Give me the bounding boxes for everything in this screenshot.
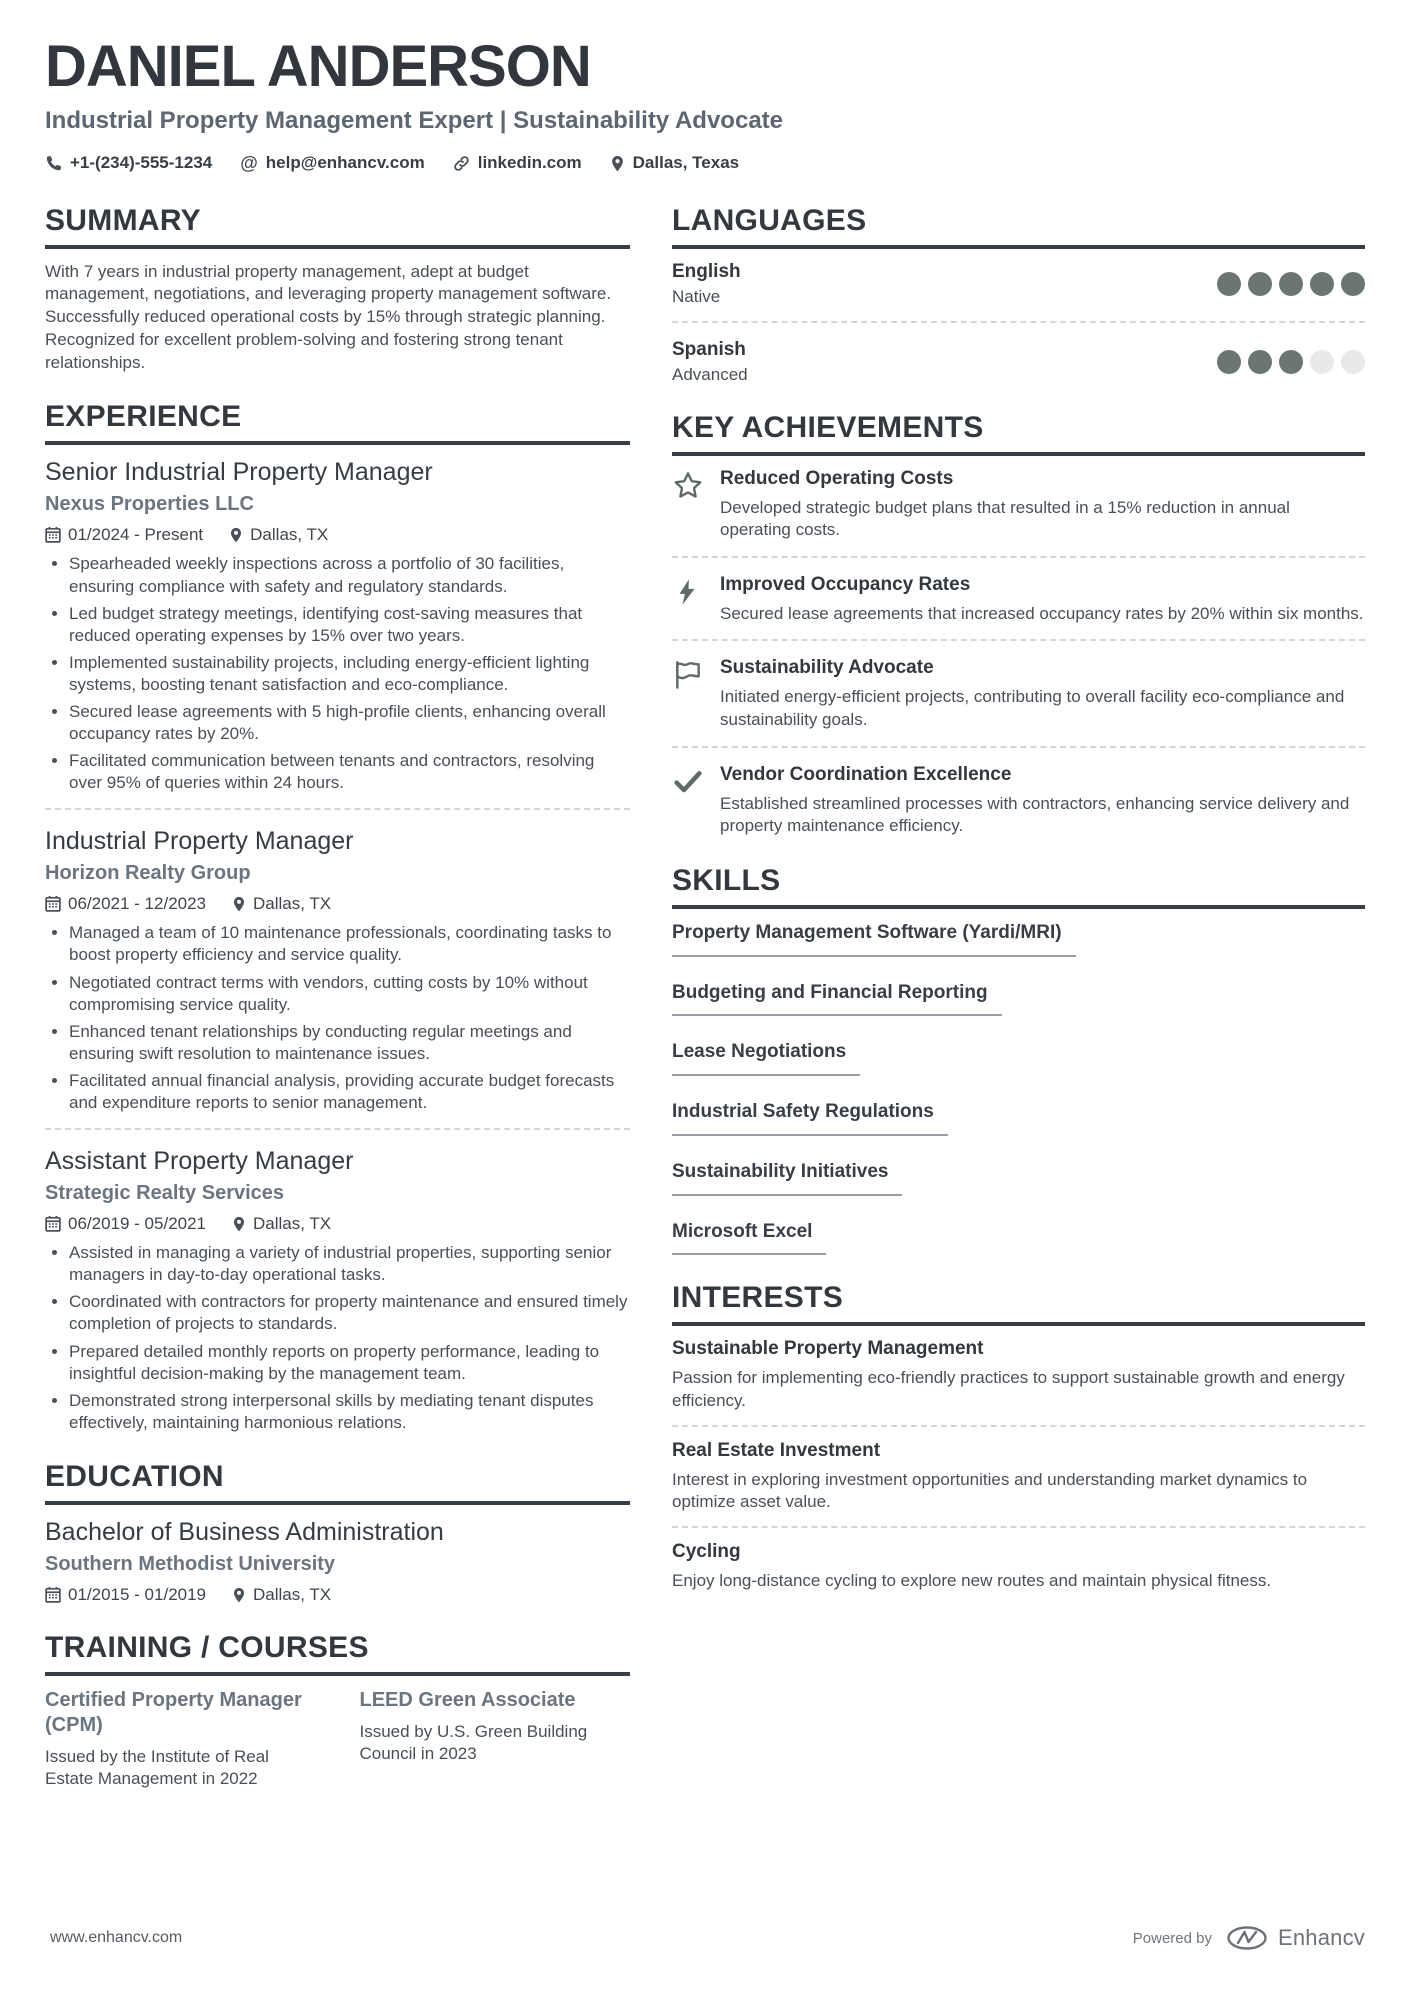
calendar-icon: [45, 1587, 61, 1603]
job-location-text: Dallas, TX: [253, 894, 332, 914]
languages-section: [672, 204, 1365, 385]
divider: [672, 1425, 1365, 1427]
interest-desc: Passion for implementing eco-friendly practices to support sustainable growth and energy efficiency.: [672, 1368, 1345, 1410]
divider: [672, 639, 1365, 641]
left-column: [45, 190, 630, 1791]
header: [45, 36, 1365, 174]
job-entry: [45, 826, 630, 1114]
language-name: Spanish: [672, 338, 746, 360]
school-name: Southern Methodist University: [45, 1552, 336, 1575]
job-dates-text: 06/2021 - 12/2023: [68, 894, 207, 914]
skills-heading: SKILLS: [672, 864, 1365, 909]
language-name: English: [672, 260, 741, 282]
linkedin-url: linkedin.com: [477, 153, 582, 173]
rating-dot-empty: [1341, 350, 1365, 374]
skill-item: Industrial Safety Regulations: [672, 1100, 948, 1136]
bullet: • Assisted in managing a variety of industrial properties, supporting senior managers in day-to-day operational tasks.: [69, 1242, 630, 1286]
experience-heading: EXPERIENCE: [45, 400, 630, 445]
email-address: help@enhancv.com: [265, 153, 425, 173]
location-text: Dallas, Texas: [632, 153, 740, 173]
job-bullets: [45, 553, 630, 794]
bullet: • Negotiated contract terms with vendors, cutting costs by 10% without compromising service quality.: [69, 972, 630, 1016]
divider: [672, 556, 1365, 558]
skills-section: [672, 864, 1365, 1256]
skill-item: Budgeting and Financial Reporting: [672, 981, 1002, 1017]
rating-dot-filled: [1279, 350, 1303, 374]
footer-branding: [1133, 1925, 1365, 1951]
at-icon: @: [240, 152, 258, 173]
achievement-item: [672, 574, 1365, 626]
course-title: Certified Property Manager (CPM): [45, 1688, 302, 1736]
check-icon: [672, 766, 704, 798]
education-dates-text: 01/2015 - 01/2019: [68, 1584, 207, 1604]
skill-item: Lease Negotiations: [672, 1040, 860, 1076]
achievement-desc: Developed strategic budget plans that resulted in a 15% reduction in annual operating costs.: [720, 497, 1290, 540]
job-dates-text: 06/2019 - 05/2021: [68, 1214, 207, 1234]
achievement-item: [672, 468, 1365, 542]
bullet: • Spearheaded weekly inspections across a portfolio of 30 facilities, ensuring compliance with safety and regulatory standards.: [69, 553, 630, 597]
bullet: • Prepared detailed monthly reports on property performance, leading to insightful decision-making by the management team.: [69, 1341, 630, 1385]
bullet: • Secured lease agreements with 5 high-profile clients, enhancing overall occupancy rates by 20%.: [69, 701, 630, 745]
interest-title: Real Estate Investment: [672, 1439, 881, 1461]
summary-section: [45, 204, 630, 375]
interests-section: [672, 1281, 1365, 1592]
phone-icon: [45, 155, 62, 172]
person-name: DANIEL ANDERSON: [45, 34, 591, 99]
training-heading: TRAINING / COURSES: [45, 1631, 630, 1676]
language-level: Advanced: [672, 364, 748, 384]
contact-linkedin[interactable]: [453, 153, 582, 173]
rating-dot-filled: [1248, 350, 1272, 374]
job-location: [229, 525, 328, 545]
interest-title: Sustainable Property Management: [672, 1338, 984, 1360]
job-meta: [45, 525, 630, 545]
bullet: • Coordinated with contractors for property maintenance and ensured timely completion of projects to standards.: [69, 1291, 630, 1335]
contact-email[interactable]: [240, 153, 424, 174]
job-entry: [45, 1146, 630, 1434]
footer-site-link[interactable]: www.enhancv.com: [50, 1929, 183, 1946]
divider: [45, 1128, 630, 1130]
job-title: Senior Industrial Property Manager: [45, 458, 433, 487]
job-meta: [45, 894, 630, 914]
contact-row: [45, 153, 1365, 174]
education-location: [232, 1585, 331, 1605]
location-icon: [610, 155, 625, 172]
calendar-icon: [45, 527, 61, 543]
rating-dot-filled: [1310, 272, 1334, 296]
course-title: LEED Green Associate: [359, 1688, 576, 1711]
bullet: • Managed a team of 10 maintenance professionals, coordinating tasks to boost property efficiency and service quality.: [69, 922, 630, 966]
skill-item: Sustainability Initiatives: [672, 1160, 902, 1196]
contact-phone: [45, 153, 212, 173]
flag-icon: [672, 659, 704, 691]
job-location-text: Dallas, TX: [253, 1214, 332, 1234]
achievement-desc: Initiated energy-efficient projects, contributing to overall facility eco-compliance and sustainability goals.: [720, 687, 1345, 730]
location-icon: [229, 527, 243, 543]
achievement-title: Improved Occupancy Rates: [720, 573, 971, 595]
bullet: • Facilitated communication between tenants and contractors, resolving over 95% of queries within 24 hours.: [69, 750, 630, 794]
achievements-heading: KEY ACHIEVEMENTS: [672, 411, 1365, 456]
language-item: [672, 339, 1365, 385]
rating-dot-empty: [1310, 350, 1334, 374]
bullet: • Led budget strategy meetings, identifying cost-saving measures that reduced operating expenses by 15% over two years.: [69, 603, 630, 647]
language-rating-dots: [1217, 272, 1365, 296]
rating-dot-filled: [1217, 350, 1241, 374]
job-bullets: [45, 922, 630, 1114]
summary-text: With 7 years in industrial property management, adept at budget management, negotiations, and leveraging property management software. Successfully reduced operational costs by 15% through strategic planning. Recognized for excellent problem-solving and fostering strong tenant relationships.: [45, 261, 612, 372]
link-icon: [453, 155, 470, 172]
achievement-desc: Established streamlined processes with contractors, enhancing service delivery and property maintenance efficiency.: [720, 793, 1350, 836]
location-icon: [232, 1587, 246, 1603]
job-entry: [45, 457, 630, 794]
summary-heading: SUMMARY: [45, 204, 630, 249]
achievement-item: [672, 657, 1365, 731]
rating-dot-filled: [1248, 272, 1272, 296]
achievement-desc: Secured lease agreements that increased occupancy rates by 20% within six months.: [720, 603, 1364, 623]
right-column: [672, 190, 1365, 1791]
course-desc: Issued by U.S. Green Building Council in 2023: [359, 1721, 588, 1764]
course-entry: [45, 1688, 316, 1791]
calendar-icon: [45, 1216, 61, 1232]
interest-desc: Interest in exploring investment opportunities and understanding market dynamics to optimize asset value.: [672, 1469, 1308, 1512]
interest-item: [672, 1440, 1365, 1528]
location-icon: [232, 1216, 246, 1232]
job-company: Nexus Properties LLC: [45, 493, 254, 516]
job-title: Industrial Property Manager: [45, 827, 354, 856]
degree-title: Bachelor of Business Administration: [45, 1517, 444, 1546]
calendar-icon: [45, 896, 61, 912]
languages-heading: LANGUAGES: [672, 204, 1365, 249]
interest-item: [672, 1541, 1365, 1593]
lightning-icon: [672, 576, 702, 608]
education-entry: [45, 1517, 630, 1605]
rating-dot-filled: [1341, 272, 1365, 296]
divider: [672, 321, 1365, 323]
education-heading: EDUCATION: [45, 1460, 630, 1505]
achievement-title: Reduced Operating Costs: [720, 467, 954, 489]
language-level: Native: [672, 286, 721, 306]
rating-dot-filled: [1217, 272, 1241, 296]
achievements-section: [672, 411, 1365, 838]
interest-item: [672, 1338, 1365, 1426]
job-company: Strategic Realty Services: [45, 1182, 285, 1205]
language-rating-dots: [1217, 350, 1365, 374]
course-desc: Issued by the Institute of Real Estate Management in 2022: [45, 1746, 269, 1789]
powered-by-label: Powered by: [1132, 1929, 1212, 1947]
divider: [672, 1526, 1365, 1528]
job-meta: [45, 1214, 630, 1234]
skill-item: Microsoft Excel: [672, 1220, 826, 1256]
bullet: • Facilitated annual financial analysis, providing accurate budget forecasts and expenditure reports to senior management.: [69, 1070, 630, 1114]
interests-heading: INTERESTS: [672, 1281, 1365, 1326]
interest-title: Cycling: [672, 1540, 741, 1562]
achievement-title: Sustainability Advocate: [720, 657, 934, 679]
headline: Industrial Property Management Expert | Sustainability Advocate: [45, 106, 783, 134]
divider: [45, 808, 630, 810]
job-location: [232, 1214, 331, 1234]
education-location-text: Dallas, TX: [253, 1584, 332, 1604]
job-bullets: [45, 1242, 630, 1434]
phone-number: +1-(234)-555-1234: [70, 153, 213, 173]
contact-location: [610, 153, 739, 173]
course-entry: [360, 1688, 631, 1791]
achievement-item: [672, 764, 1365, 838]
enhancv-logo-icon: [1226, 1925, 1268, 1951]
divider: [672, 746, 1365, 748]
star-icon: [672, 470, 704, 502]
skill-item: Property Management Software (Yardi/MRI): [672, 921, 1076, 957]
bullet: • Enhanced tenant relationships by conducting regular meetings and ensuring swift resolution to maintenance issues.: [69, 1021, 630, 1065]
job-dates: [45, 1214, 206, 1234]
bullet: • Implemented sustainability projects, including energy-efficient lighting systems, boosting tenant satisfaction and eco-compliance.: [69, 652, 630, 696]
education-meta: [45, 1585, 630, 1605]
job-dates: [45, 894, 206, 914]
job-dates-text: 01/2024 - Present: [68, 525, 204, 545]
job-title: Assistant Property Manager: [45, 1147, 354, 1176]
job-dates: [45, 525, 203, 545]
job-company: Horizon Realty Group: [45, 862, 251, 885]
location-icon: [232, 896, 246, 912]
training-section: [45, 1631, 630, 1791]
language-item: [672, 261, 1365, 307]
bullet: • Demonstrated strong interpersonal skills by mediating tenant disputes effectively, maintaining harmonious relations.: [69, 1390, 630, 1434]
achievement-title: Vendor Coordination Excellence: [720, 763, 1012, 785]
experience-section: [45, 400, 630, 1433]
education-section: [45, 1460, 630, 1605]
job-location: [232, 894, 331, 914]
job-location-text: Dallas, TX: [250, 525, 329, 545]
interest-desc: Enjoy long-distance cycling to explore new routes and maintain physical fitness.: [672, 1570, 1272, 1590]
education-dates: [45, 1585, 206, 1605]
enhancv-brand-text[interactable]: Enhancv: [1277, 1925, 1365, 1950]
rating-dot-filled: [1279, 272, 1303, 296]
